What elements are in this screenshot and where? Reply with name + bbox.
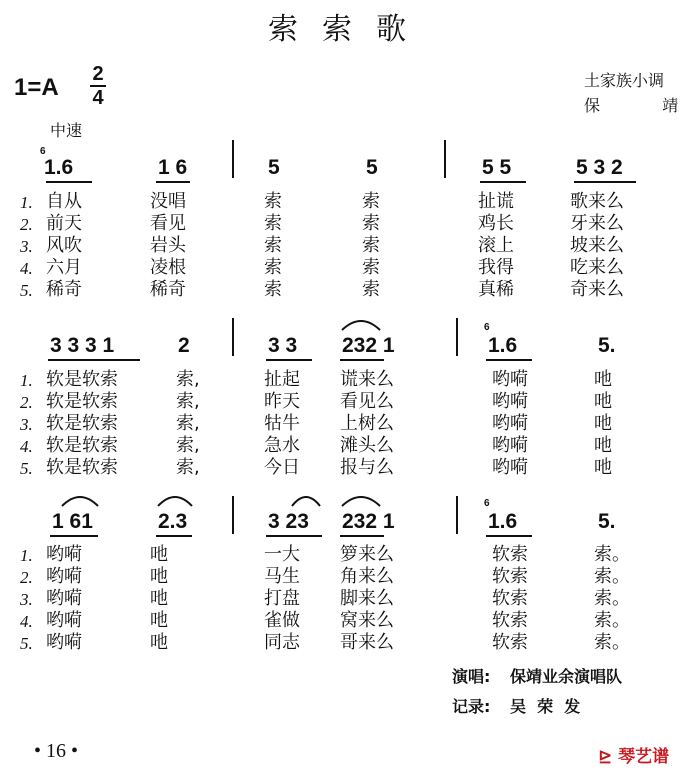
note-group: 1.6 [488,510,518,533]
lyric-text: 坡来么 [570,235,624,256]
lyric-text: 索 [264,213,282,234]
lyric-text: 吔 [150,632,168,653]
note-group: 2 [178,334,190,357]
note-group: 1.6 [44,156,74,179]
arranger-name-first: 保 [584,96,601,115]
slur-mark [290,494,322,508]
note-group: 5. [598,510,616,533]
lyric-text: 上树么 [340,413,394,434]
verse-number: 2. [20,568,33,587]
recorder-label: 记录: [452,697,491,716]
lyric-text: 窝来么 [340,610,394,631]
verse-number: 1. [20,371,33,390]
grace-note: 6 [484,498,490,509]
lyric-text: 前天 [46,213,82,234]
lyric-text: 吔 [150,544,168,565]
lyric-text: 索。 [594,566,630,587]
lyric-text: 滚上 [478,235,514,256]
lyric-text: 哟嗬 [492,457,528,478]
lyric-text: 软是软索 [46,413,118,434]
note-group: 5 [366,156,378,179]
note-group: 3 23 [268,510,309,533]
lyric-text: 哟嗬 [492,413,528,434]
lyric-text: 同志 [264,632,300,653]
lyric-text: 软索 [492,632,528,653]
lyric-text: 索。 [594,588,630,609]
recorder-name: 吴 荣 发 [510,697,581,716]
verse-number: 1. [20,546,33,565]
lyric-text: 索 [362,191,380,212]
lyric-text: 鸡长 [478,213,514,234]
note-group: 232 1 [342,334,395,357]
key-signature: 1=A [14,74,59,101]
logo-icon: ⊵ [598,747,613,767]
lyric-text: 我得 [478,257,514,278]
lyric-text: 箩来么 [340,544,394,565]
lyric-text: 索, [176,457,200,478]
lyric-text: 哥来么 [340,632,394,653]
lyric-text: 真稀 [478,279,514,300]
note-group: 5 5 [482,156,512,179]
time-signature-top: 2 [92,63,104,85]
note-group: 1 6 [158,156,188,179]
time-signature [90,64,106,108]
lyric-text: 哟嗬 [46,544,82,565]
lyric-text: 吔 [150,588,168,609]
lyric-text: 索。 [594,544,630,565]
lyric-text: 昨天 [264,391,300,412]
lyric-text: 自从 [46,191,82,212]
lyric-text: 没唱 [150,191,186,212]
note-group: 3 3 3 1 [50,334,115,357]
lyric-text: 哟嗬 [492,369,528,390]
note-group: 1 61 [52,510,93,533]
lyric-text: 索 [264,257,282,278]
note-group: 1.6 [488,334,518,357]
note-group: 5 [268,156,280,179]
lyric-text: 软是软索 [46,457,118,478]
lyric-text: 奇来么 [570,279,624,300]
verse-number: 4. [20,612,33,631]
lyric-text: 索 [362,235,380,256]
lyric-text: 牙来么 [570,213,624,234]
lyric-text: 软是软索 [46,369,118,390]
lyric-text: 风吹 [46,235,82,256]
lyric-text: 稀奇 [46,279,82,300]
arranger [584,93,684,116]
note-group: 5. [598,334,616,357]
note-group: 3 3 [268,334,298,357]
lyric-text: 索 [362,257,380,278]
lyric-text: 今日 [264,457,300,478]
lyric-text: 扯谎 [478,191,514,212]
lyric-text: 索 [264,235,282,256]
singer-name: 保靖业余演唱队 [510,667,623,686]
lyric-text: 吔 [150,610,168,631]
note-group: 2.3 [158,510,188,533]
verse-number: 4. [20,437,33,456]
lyric-text: 软索 [492,588,528,609]
lyric-text: 索, [176,391,200,412]
lyric-text: 牯牛 [264,413,300,434]
verse-number: 3. [20,237,33,256]
slur-mark [340,494,382,508]
time-signature-bottom: 4 [92,87,104,109]
lyric-text: 索 [362,213,380,234]
lyric-text: 吔 [150,566,168,587]
lyric-text: 角来么 [340,566,394,587]
lyric-text: 雀做 [264,610,300,631]
singer-label: 演唱: [452,667,491,686]
lyric-text: 索 [264,279,282,300]
grace-note: 6 [40,146,46,157]
lyric-text: 索 [264,191,282,212]
page-number: • 16 • [34,740,79,762]
verse-number: 5. [20,281,33,300]
verse-number: 5. [20,459,33,478]
arranger-name-second: 靖 [662,96,679,115]
lyric-text: 六月 [46,257,82,278]
lyric-text: 软是软索 [46,435,118,456]
site-logo [598,742,669,767]
verse-number: 3. [20,415,33,434]
lyric-text: 软索 [492,544,528,565]
lyric-text: 软索 [492,566,528,587]
lyric-text: 扯起 [264,369,300,390]
lyric-text: 索, [176,369,200,390]
tempo-marking: 中速 [50,121,83,140]
lyric-text: 脚来么 [340,588,394,609]
note-group: 232 1 [342,510,395,533]
lyric-text: 哟嗬 [46,588,82,609]
verse-number: 3. [20,590,33,609]
lyric-text: 马生 [264,566,300,587]
lyric-text: 吔 [594,457,612,478]
lyric-text: 凌根 [150,257,186,278]
lyric-text: 吔 [594,391,612,412]
lyric-text: 一大 [264,544,300,565]
lyric-text: 歌来么 [570,191,624,212]
lyric-text: 索。 [594,610,630,631]
lyric-text: 索 [362,279,380,300]
lyric-text: 看见 [150,213,186,234]
song-title: 索索歌 [268,12,430,47]
verse-number: 2. [20,215,33,234]
lyric-text: 哟嗬 [46,610,82,631]
lyric-text: 岩头 [150,235,186,256]
grace-note: 6 [484,322,490,333]
lyric-text: 哟嗬 [492,391,528,412]
lyric-text: 哟嗬 [492,435,528,456]
verse-number: 2. [20,393,33,412]
lyric-text: 吔 [594,435,612,456]
lyric-text: 索。 [594,632,630,653]
slur-mark [340,318,382,332]
lyric-text: 软是软索 [46,391,118,412]
note-group: 5 3 2 [576,156,623,179]
verse-number: 4. [20,259,33,278]
lyric-text: 打盘 [264,588,300,609]
lyric-text: 吃来么 [570,257,624,278]
lyric-text: 吔 [594,369,612,390]
slur-mark [156,494,194,508]
lyric-text: 看见么 [340,391,394,412]
lyric-text: 急水 [264,435,300,456]
verse-number: 1. [20,193,33,212]
lyric-text: 索, [176,435,200,456]
verse-number: 5. [20,634,33,653]
lyric-text: 哟嗬 [46,566,82,587]
logo-text: 琴艺谱 [618,747,670,767]
lyric-text: 谎来么 [340,369,394,390]
lyric-text: 吔 [594,413,612,434]
lyric-text: 索, [176,413,200,434]
song-origin: 土家族小调 [584,71,665,90]
lyric-text: 报与么 [340,457,394,478]
lyric-text: 稀奇 [150,279,186,300]
lyric-text: 滩头么 [340,435,394,456]
slur-mark [60,494,100,508]
lyric-text: 哟嗬 [46,632,82,653]
lyric-text: 软索 [492,610,528,631]
